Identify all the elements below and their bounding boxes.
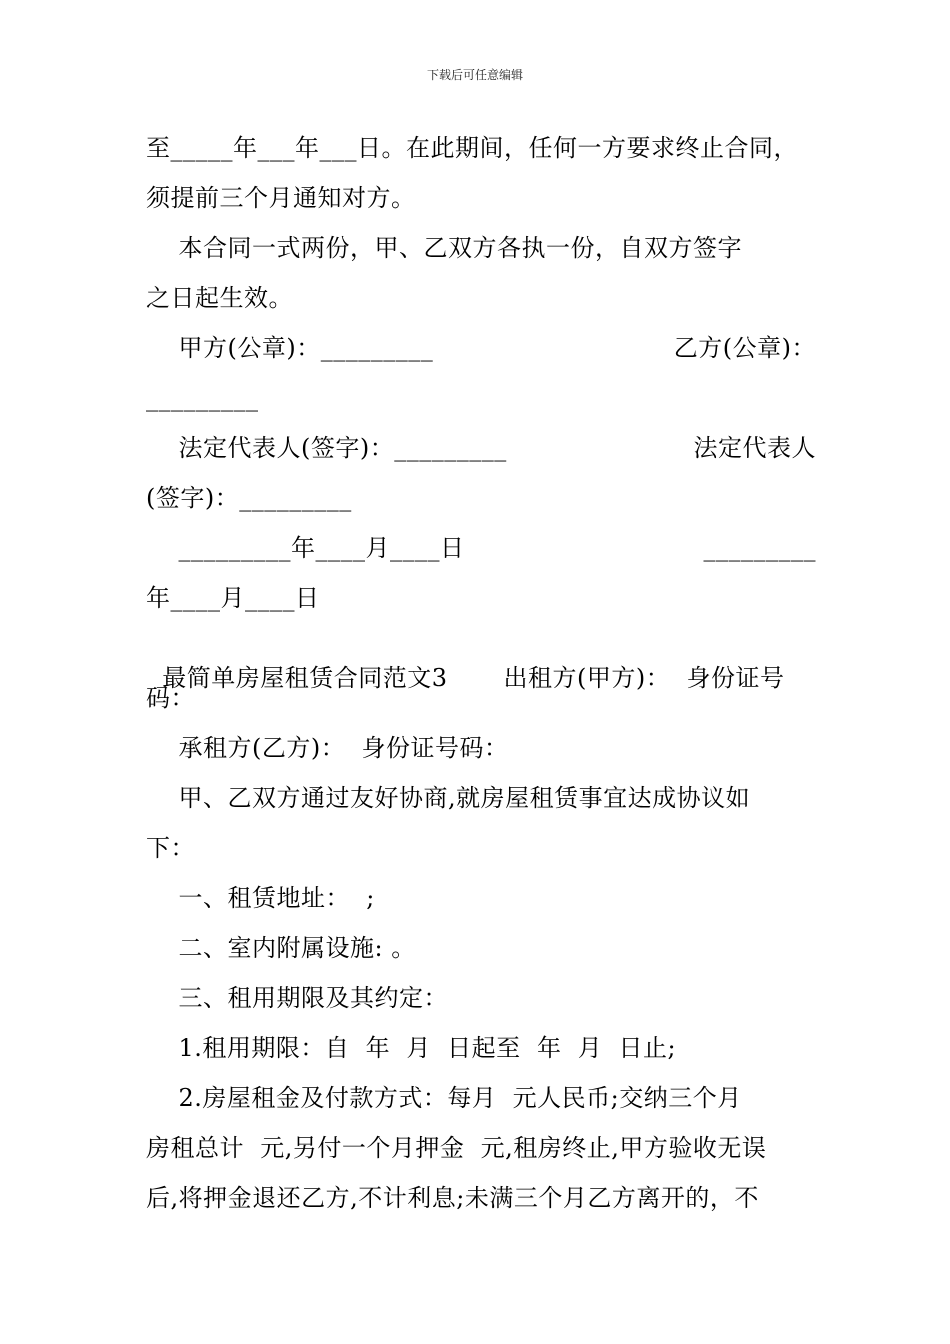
section-title: 最简单房屋租赁合同范文3 — [162, 664, 448, 692]
text-line: 二、室内附属设施: 。 — [146, 934, 416, 962]
signature-row-seal — [146, 333, 816, 363]
signature-row-rep — [146, 433, 816, 463]
text-line: 本合同一式两份，甲、乙双方各执一份，自双方签字 — [146, 234, 743, 262]
party-b-rep: 法定代表人 — [693, 434, 816, 462]
text-line: 甲、乙双方通过友好协商,就房屋租赁事宜达成协议如 — [146, 784, 751, 812]
party-b-date: _________ — [703, 534, 816, 562]
text-line: (签字)：_________ — [146, 484, 352, 512]
text-line: 三、租用期限及其约定： — [146, 984, 449, 1012]
party-b-seal: 乙方(公章)： — [673, 334, 816, 362]
text-line: 2.房屋租金及付款方式：每月 元人民币;交纳三个月 — [146, 1084, 742, 1112]
text-line: 下： — [146, 834, 195, 862]
signature-row-date — [146, 533, 816, 563]
text-line: 房租总计 元,另付一个月押金 元,租房终止,甲方验收无误 — [146, 1134, 767, 1162]
page-header-note: 下载后可任意编辑 — [426, 68, 523, 82]
party-a-date: _________年____月____日 — [146, 534, 465, 562]
party-a-seal: 甲方(公章)：_________ — [146, 334, 434, 362]
text-line: _________ — [146, 384, 259, 412]
text-line: 至_____年___年___日。在此期间，任何一方要求终止合同， — [146, 134, 798, 162]
lessor-label: 出租方(甲方)： 身份证号 — [503, 664, 785, 692]
text-line: 1.租用期限：自 年 月 日起至 年 月 日止; — [146, 1034, 677, 1062]
text-line: 后,将押金退还乙方,不计利息;未满三个月乙方离开的，不 — [146, 1184, 759, 1212]
text-line: 年____月____日 — [146, 584, 320, 612]
text-line: 码： — [146, 684, 195, 712]
party-a-rep: 法定代表人(签字)：_________ — [146, 434, 507, 462]
text-line: 一、租赁地址： ; — [146, 884, 375, 912]
text-line: 须提前三个月通知对方。 — [146, 184, 416, 212]
text-line: 承租方(乙方)： 身份证号码： — [146, 734, 509, 762]
text-line: 之日起生效。 — [146, 284, 293, 312]
